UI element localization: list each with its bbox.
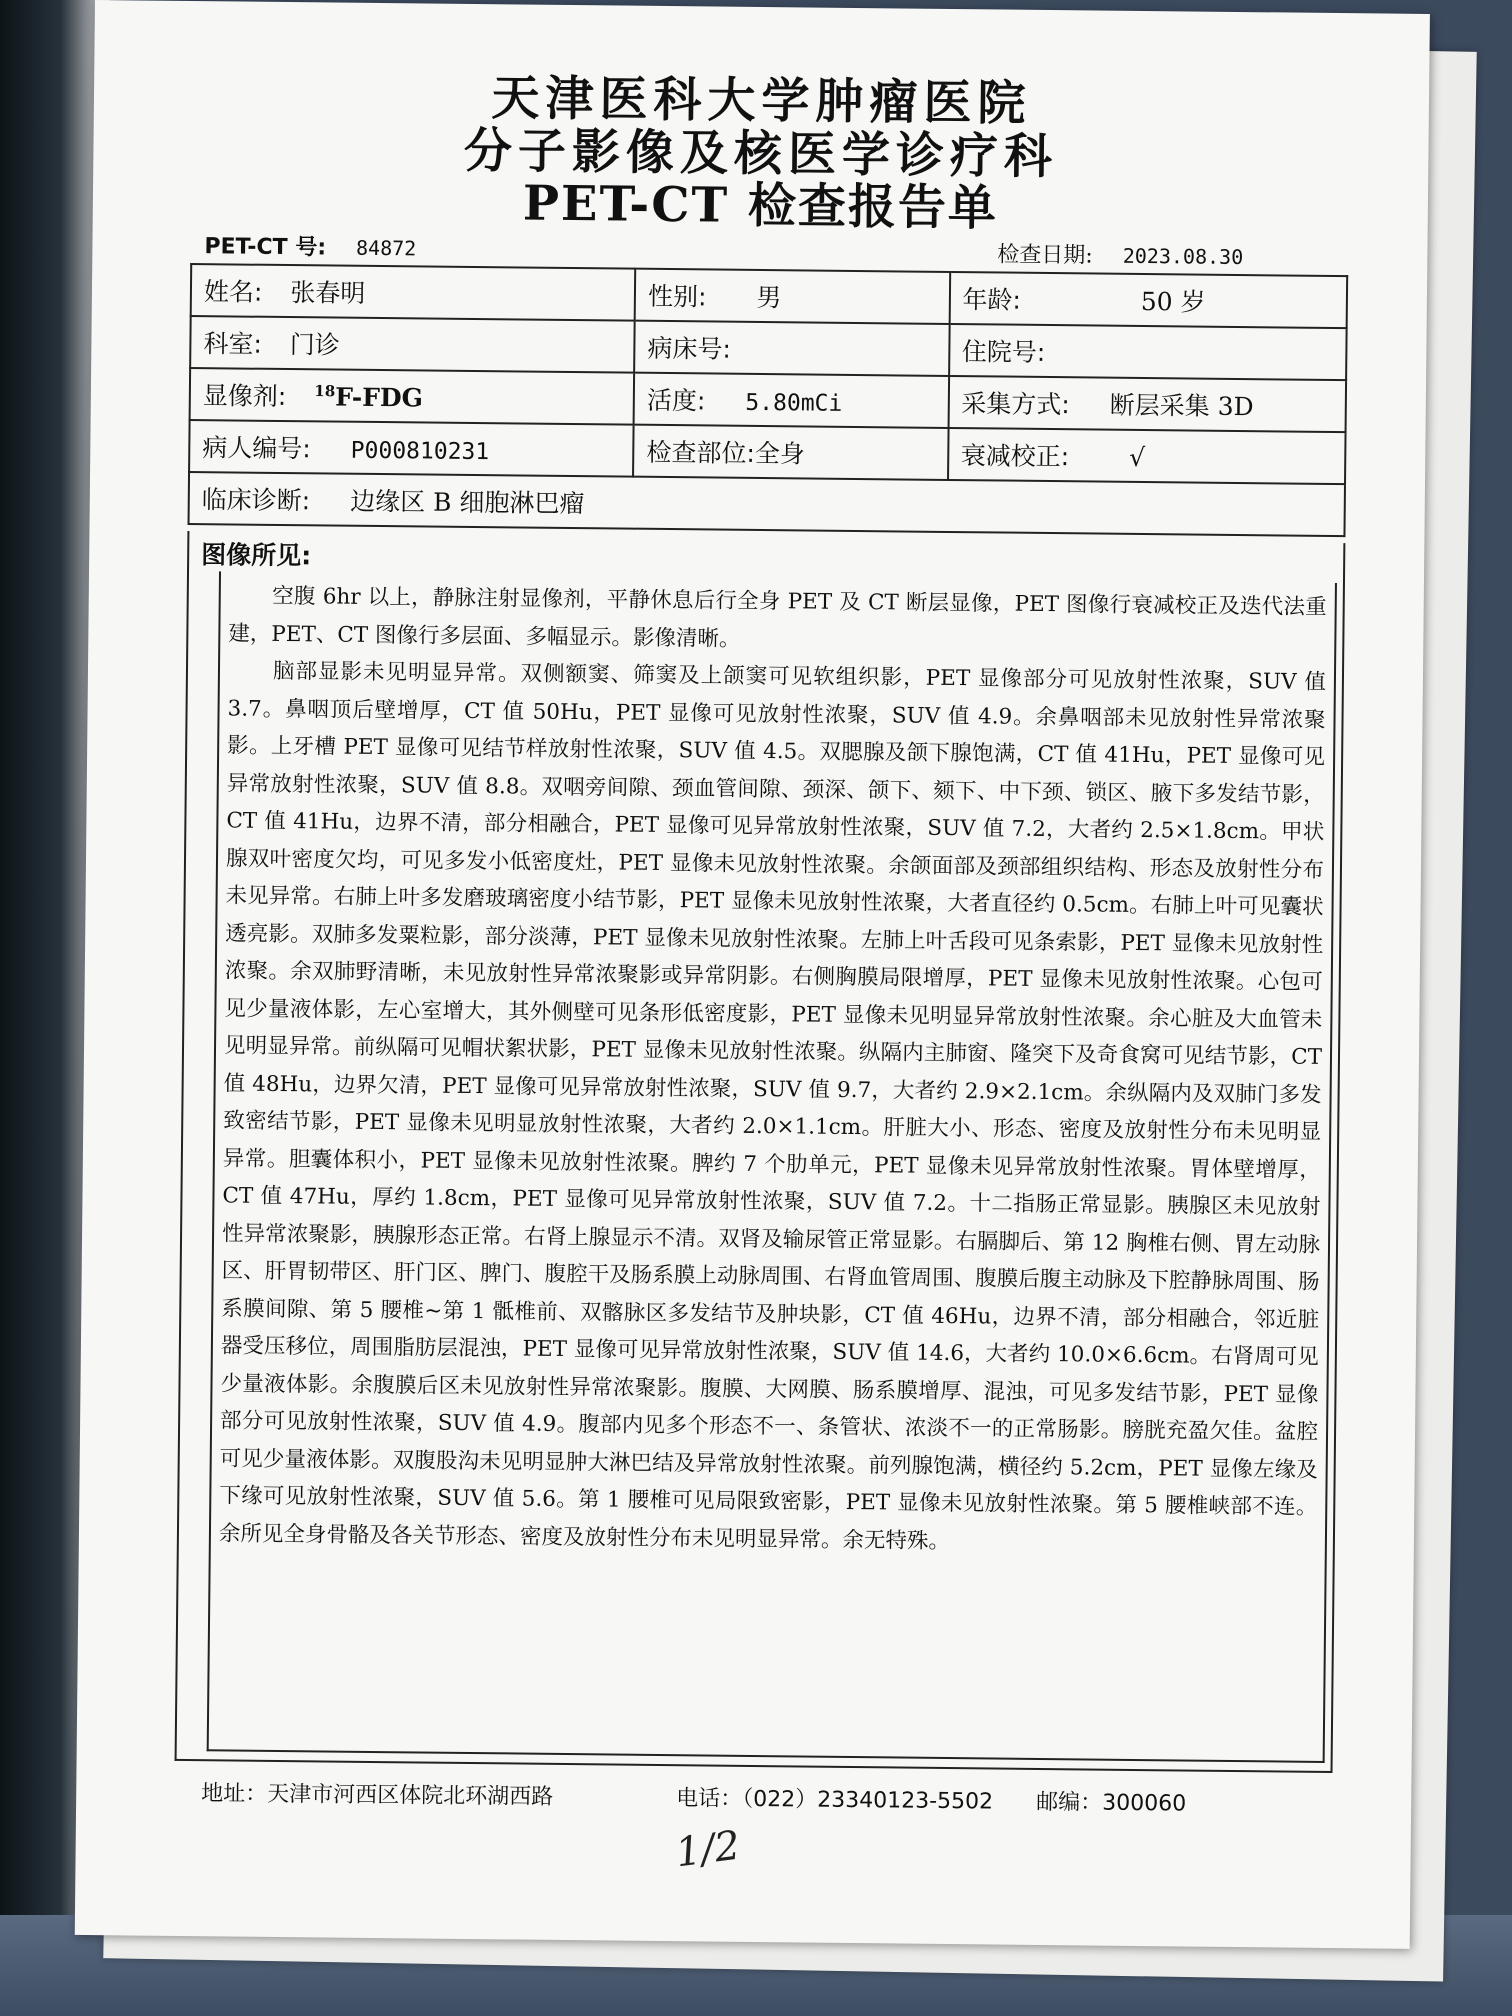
exam-date-label: 检查日期: bbox=[997, 242, 1093, 269]
dept-cell bbox=[190, 316, 635, 373]
diagnosis-value: 边缘区 B 细胞淋巴瘤 bbox=[350, 486, 585, 519]
attenuation-check: √ bbox=[1129, 442, 1146, 473]
acquisition-cell bbox=[948, 376, 1346, 432]
acquisition-label: 采集方式: bbox=[961, 389, 1070, 420]
department-name: 分子影像及核医学诊疗科 bbox=[463, 122, 1059, 186]
diagnosis-label: 临床诊断: bbox=[201, 485, 311, 516]
activity-label: 活度: bbox=[646, 385, 706, 416]
activity-cell bbox=[634, 373, 949, 428]
patient-info-table bbox=[188, 263, 1349, 537]
dept-label: 科室: bbox=[203, 329, 262, 359]
attenuation-cell bbox=[948, 428, 1346, 484]
patient-id-value: P000810231 bbox=[350, 437, 490, 466]
patient-id-cell bbox=[189, 420, 634, 477]
findings-body bbox=[207, 571, 1337, 1763]
name-cell bbox=[191, 264, 636, 321]
attenuation-label: 衰减校正: bbox=[960, 441, 1070, 472]
agent-isotope: 18 bbox=[314, 381, 336, 401]
sex-cell bbox=[635, 269, 950, 324]
bed-label: 病床号: bbox=[647, 333, 732, 364]
agent-cell bbox=[190, 368, 635, 425]
age-value: 50 岁 bbox=[1140, 286, 1206, 317]
name-label: 姓名: bbox=[203, 277, 263, 307]
findings-box bbox=[175, 531, 1346, 1773]
hospital-name: 天津医科大学肿瘤医院 bbox=[491, 70, 1032, 132]
age-cell bbox=[949, 272, 1347, 328]
diagnosis-cell bbox=[189, 472, 1345, 536]
site-value: 全身 bbox=[754, 438, 806, 469]
admission-label: 住院号: bbox=[961, 337, 1046, 367]
patient-id-label: 病人编号: bbox=[202, 433, 311, 464]
footer-address: 地址：天津市河西区体院北环湖西路 bbox=[201, 1781, 554, 1810]
admission-cell bbox=[949, 324, 1347, 380]
footer-zip: 邮编：300060 bbox=[1036, 1789, 1187, 1817]
agent-value bbox=[314, 382, 423, 412]
exam-date bbox=[997, 237, 1243, 271]
report-page bbox=[75, 0, 1430, 1949]
name-value: 张春明 bbox=[290, 278, 366, 308]
activity-value: 5.80mCi bbox=[745, 389, 843, 417]
bed-cell bbox=[634, 321, 949, 376]
site-cell bbox=[633, 425, 948, 480]
info-row bbox=[189, 472, 1345, 536]
footer-phone: 电话：（022）23340123-5502 bbox=[676, 1786, 994, 1815]
sex-value: 男 bbox=[756, 282, 782, 313]
sex-label: 性别: bbox=[647, 281, 707, 312]
dept-value: 门诊 bbox=[289, 330, 341, 360]
findings-text: 空腹 6hr 以上，静脉注射显像剂，平静休息后行全身 PET 及 CT 断层显像，PET 图像行衰减校正及迭代法重建，PET、CT 图像行多层面、多幅显示。影像清晰。 脑部显影未见明显异常。双侧额窦、筛窦及上颌窦可见软组织影，PET 显像部分可见放射性浓聚，SUV 值 3.7。鼻咽顶后壁增厚，CT 值 50Hu，PET 显像可见放射性浓聚，SUV 值 4.9。余鼻咽部未见放射性异常浓聚影。上牙槽 PET 显像可见结节样放射性浓聚，SUV 值 4.5。双腮腺及颌下腺饱满，CT 值 41Hu，PET 显像可见异常放射性浓聚，SUV 值 8.8。双咽旁间隙、颈血管间隙、颈深、颌下、颏下、中下颈、锁区、腋下多发结节影，CT 值 41Hu，边界不清，部分相融合，PET 显像可见异常放射性浓聚，SUV 值 7.2，大者约 2.5×1.8cm。甲状腺双叶密度欠均，可见多发小低密度灶，PET 显像未见放射性浓聚。余颌面部及颈部组织结构、形态及放射性分布未见异常。右肺上叶多发磨玻璃密度小结节影，PET 显像未见放射性浓聚，大者直径约 0.5cm。右肺上叶可见囊状透亮影。双肺多发粟粒影，部分淡薄，PET 显像未见放射性浓聚。左肺上叶舌段可见条索影，PET 显像未见放射性浓聚。余双肺野清晰，未见放射性异常浓聚影或异常阴影。右侧胸膜局限增厚，PET 显像未见放射性浓聚。心包可见少量液体影，左心室增大，其外侧壁可见条形低密度影，PET 显像未见明显异常放射性浓聚。余心脏及大血管未见明显异常。前纵隔可见帽状絮状影，PET 显像未见放射性浓聚。纵隔内主肺窗、隆突下及奇食窝可见结节影，CT 值 48Hu，边界欠清，PET 显像可见异常放射性浓聚，SUV 值 9.7，大者约 2.9×2.1cm。余纵隔内及双肺门多发致密结节影，PET 显像未见明显放射性浓聚，大者约 2.0×1.1cm。肝脏大小、形态、密度及放射性分布未见明显异常。胆囊体积小，PET 显像未见放射性浓聚。脾约 7 个肋单元，PET 显像未见异常放射性浓聚。胃体壁增厚，CT 值 47Hu，厚约 1.8cm，PET 显像可见异常放射性浓聚，SUV 值 7.2。十二指肠正常显影。胰腺区未见放射性异常浓聚影，胰腺形态正常。右肾上腺显示不清。双肾及输尿管正常显影。右膈脚后、第 12 胸椎右侧、胃左动脉区、肝胃韧带区、肝门区、脾门、腹腔干及肠系膜上动脉周围、右肾血管周围、腹膜后腹主动脉及下腔静脉周围、肠系膜间隙、第 5 腰椎~第 1 骶椎前、双髂脉区多发结节及肿块影，CT 值 46Hu，边界不清，部分相融合，邻近脏器受压移位，周围脂肪层混浊，PET 显像可见异常放射性浓聚，SUV 值 14.6，大者约 10.0×6.6cm。右肾周可见少量液体影。余腹膜后区未见放射性异常浓聚影。腹膜、大网膜、肠系膜增厚、混浊，可见多发结节影，PET 显像部分可见放射性浓聚，SUV 值 4.9。腹部内见多个形态不一、条管状、浓淡不一的正常肠影。膀胱充盈欠佳。盆腔可见少量液体影。双腹股沟未见明显肿大淋巴结及异常放射性浓聚。前列腺饱满，横径约 5.2cm，PET 显像左缘及下缘可见放射性浓聚，SUV 值 5.6。第 1 腰椎可见局限致密影，PET 显像未见放射性浓聚。第 5 腰椎峡部不连。余所见全身骨骼及各关节形态、密度及放射性分布未见明显异常。余无特殊。 bbox=[218, 583, 1333, 1554]
exam-date-value: 2023.08.30 bbox=[1122, 243, 1244, 270]
report-title: PET-CT 检查报告单 bbox=[522, 175, 999, 237]
acquisition-value: 断层采集 3D bbox=[1109, 390, 1254, 422]
findings-label: 图像所见: bbox=[201, 540, 312, 571]
page-number-handwritten: 1/2 bbox=[672, 1822, 743, 1877]
age-label: 年龄: bbox=[962, 285, 1021, 315]
site-label: 检查部位: bbox=[646, 437, 756, 468]
petct-number bbox=[204, 229, 416, 262]
agent-name: F-FDG bbox=[335, 382, 424, 413]
agent-label: 显像剂: bbox=[202, 381, 287, 412]
petct-number-value: 84872 bbox=[355, 235, 417, 261]
petct-number-label: PET-CT 号: bbox=[204, 234, 327, 261]
